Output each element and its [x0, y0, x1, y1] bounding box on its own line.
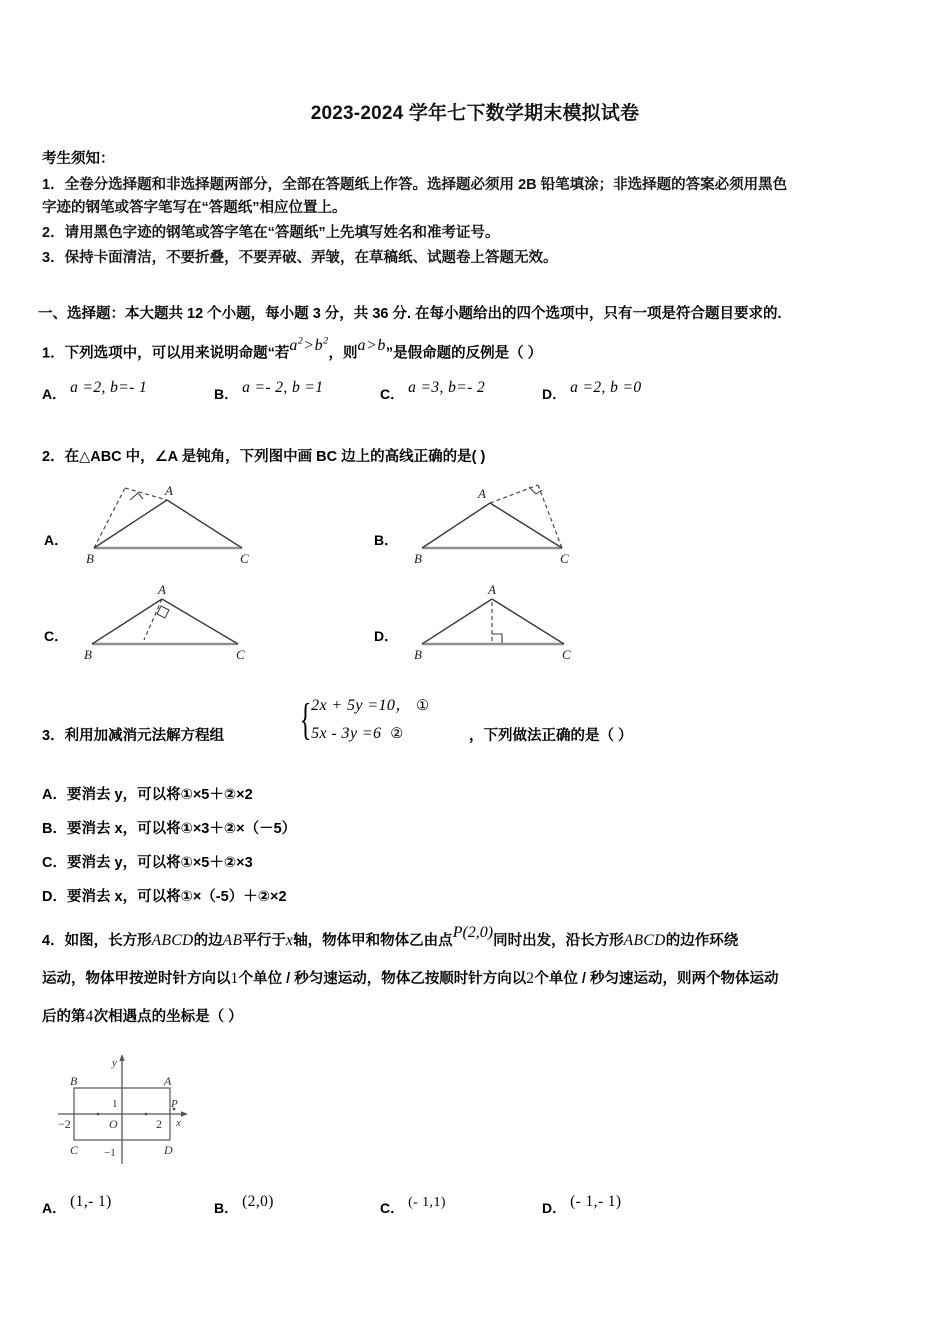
svg-text:B: B — [86, 551, 94, 566]
question-2-number: 2． — [42, 449, 65, 465]
svg-text:B: B — [84, 647, 92, 662]
question-4-line-2: 运动，物体甲按逆时针方向以1个单位 / 秒匀速运动，物体乙按顺时针方向以2个单位 / 秒匀速运动，则两个物体运动 — [42, 970, 779, 987]
question-4-point-p: P(2,0) — [452, 924, 494, 941]
vertex-label-a: A — [164, 1074, 172, 1088]
svg-text:A: A — [478, 486, 486, 501]
svg-text:A: A — [158, 582, 166, 597]
point-label-p: P — [171, 1098, 178, 1110]
tick-dot-neg1 — [97, 1113, 100, 1116]
page-title: 2023-2024 学年七下数学期末模拟试卷 — [310, 103, 640, 124]
question-4-option-d[interactable]: D． (- 1,- 1) — [542, 1193, 622, 1216]
question-4-options — [42, 1182, 922, 1218]
question-1-option-b[interactable]: B． a =- 2, b =1 — [214, 379, 324, 402]
svg-text:C: C — [562, 647, 571, 662]
question-1-options — [42, 370, 922, 404]
question-3-text-before: 3．利用加减消元法解方程组 — [42, 728, 225, 744]
y-axis-label: y — [112, 1057, 117, 1069]
question-2-option-b[interactable] — [370, 476, 710, 566]
x-axis-arrow — [181, 1111, 188, 1116]
triangle-figure-a — [62, 476, 262, 566]
question-1-text-before: 下列选项中，可以用来说明命题“若 — [64, 345, 290, 362]
notice-heading: 考生须知： — [42, 151, 115, 167]
notice-line-1: 1．全卷分选择题和非选择题两部分，全部在答题纸上作答。选择题必须用 2B 铅笔填涂；非选择题的答案必须用黑色 — [42, 177, 788, 193]
coordinate-plane-svg — [52, 1052, 192, 1167]
vertex-label-b: B — [70, 1074, 78, 1088]
svg-text:C: C — [236, 647, 245, 662]
svg-text:A: A — [488, 582, 496, 597]
question-2-option-c-letter: C． — [44, 628, 69, 644]
question-4-coordinate-figure — [52, 1052, 192, 1172]
question-1-stem — [42, 336, 922, 366]
question-3-option-a[interactable]: A．要消去 y，可以将①×5＋②×2 — [42, 787, 253, 803]
question-4-line-3: 后的第4次相遇点的坐标是（ ） — [42, 1008, 243, 1025]
question-1-option-d[interactable]: D． a =2, b =0 — [542, 379, 642, 402]
question-2-option-c[interactable] — [40, 572, 380, 662]
question-1-number: 1． — [42, 345, 65, 362]
question-1-text-after: ”是假命题的反例是（ ） — [385, 345, 543, 362]
question-4-option-b[interactable]: B． (2,0) — [214, 1193, 274, 1216]
notice-line-1-cont: 字迹的钢笔或答字笔写在“答题纸”相应位置上。 — [42, 200, 347, 216]
origin-label: O — [109, 1117, 118, 1131]
question-3-options — [42, 778, 922, 914]
question-3-option-c[interactable]: C．要消去 y，可以将①×5＋②×3 — [42, 855, 253, 871]
question-3-option-b[interactable]: B．要消去 x，可以将①×3＋②×（－5） — [42, 821, 297, 837]
question-4-line-1: 4．如图，长方形ABCD的边AB平行于x轴，物体甲和物体乙由点P(2,0)同时出发，沿长方形ABCD的边作环绕 — [42, 924, 739, 949]
vertex-label-d: D — [164, 1143, 173, 1157]
question-1-expression-2: a>b — [357, 337, 386, 355]
question-1-option-a[interactable]: A． a =2, b=- 1 — [42, 379, 148, 402]
question-1-expression-1: $a^2>b^2$ — [289, 336, 329, 355]
question-3-equation-1: 2x + 5y =10， ① — [311, 697, 430, 714]
candidate-notice-block — [42, 148, 922, 271]
question-4-option-a[interactable]: A． (1,- 1) — [42, 1193, 112, 1216]
question-3-stem — [42, 690, 922, 760]
question-2-option-d-letter: D． — [374, 628, 399, 644]
y-axis-arrow — [119, 1054, 124, 1061]
section-heading-multiple-choice: 一、选择题：本大题共 12 个小题，每小题 3 分，共 36 分. 在每小题给出的四个选项中，只有一项是符合题目要求的. — [38, 306, 782, 322]
svg-text:B: B — [414, 647, 422, 662]
tick-label-neg2: −2 — [58, 1117, 71, 1131]
tick-label-neg1: −1 — [104, 1147, 116, 1159]
question-2-stem — [42, 444, 922, 470]
brace-glyph: { — [299, 695, 312, 744]
tick-label-1: 1 — [112, 1098, 118, 1110]
svg-text:B: B — [414, 551, 422, 566]
triangle-figure-d — [392, 572, 592, 662]
x-axis-label: x — [176, 1117, 181, 1129]
question-2-option-a[interactable] — [40, 476, 380, 566]
question-2-option-a-letter: A． — [44, 532, 69, 548]
question-3-equation-system — [295, 692, 430, 748]
vertex-label-c: C — [70, 1143, 79, 1157]
question-1-option-c[interactable]: C． a =3, b=- 2 — [380, 379, 486, 402]
question-3-option-d[interactable]: D．要消去 x，可以将①×（-5）＋②×2 — [42, 889, 287, 905]
question-4-stem — [42, 922, 932, 1036]
tick-dot-pos1 — [145, 1113, 148, 1116]
svg-text:C: C — [560, 551, 569, 566]
triangle-figure-b — [392, 476, 592, 566]
svg-text:A: A — [165, 483, 173, 498]
notice-line-3: 3．保持卡面清洁，不要折叠，不要弄破、弄皱，在草稿纸、试题卷上答题无效。 — [42, 250, 558, 266]
question-1-text-mid: ，则 — [328, 345, 358, 362]
notice-line-2: 2．请用黑色字迹的钢笔或答字笔在“答题纸”上先填写姓名和准考证号。 — [42, 225, 500, 241]
question-2-text: 在△ABC 中，∠A 是钝角，下列图中画 BC 边上的高线正确的是( ) — [64, 449, 486, 465]
question-2-option-d[interactable] — [370, 572, 710, 662]
question-3-text-after: ，下列做法正确的是（ ） — [469, 728, 633, 744]
question-3-equation-2: 5x - 3y =6 ② — [311, 725, 404, 742]
svg-text:C: C — [240, 551, 249, 566]
question-2-option-b-letter: B． — [374, 532, 399, 548]
question-4-option-c[interactable]: C． (- 1,1) — [380, 1195, 446, 1216]
question-2-option-figures — [40, 476, 920, 666]
triangle-figure-c — [62, 572, 262, 662]
tick-label-2: 2 — [156, 1117, 162, 1131]
